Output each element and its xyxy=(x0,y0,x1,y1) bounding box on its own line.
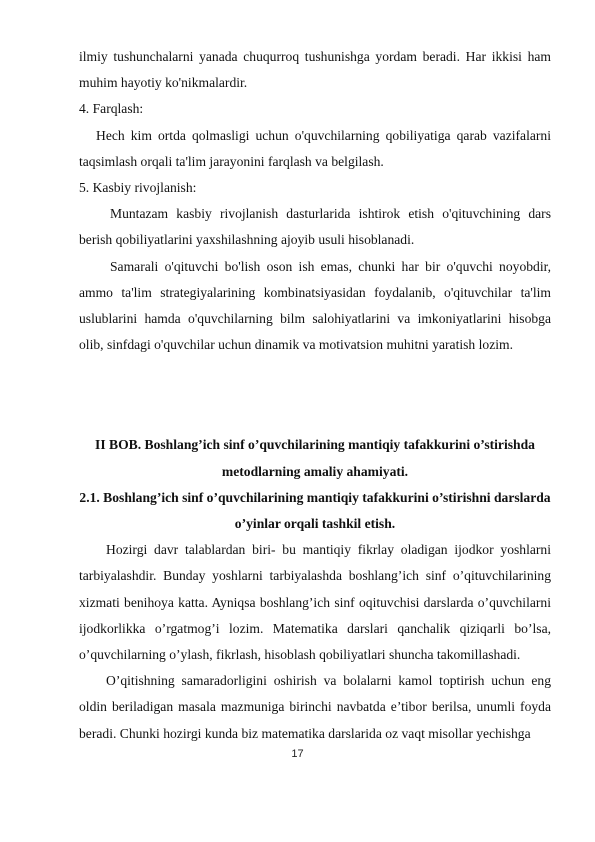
chapter-heading: II BOB. Boshlang’ich sinf o’quvchilarining mantiqiy tafakkurini o’stirishda metodlarning amaliy ahamiyati. xyxy=(95,437,535,479)
list-heading-differentiation: 4. Farqlash: xyxy=(79,101,144,117)
document-page xyxy=(79,44,551,747)
paragraph-effective-teacher: Samarali o'qituvchi bo'lish oson ish emas, chunki har bir o'quvchi noyobdir, ammo ta'lim strategiyalarining kombinatsiyasidan foydalanib, o'qituvchilar ta'lim uslublarini hamda o'quvchilarning bilm salohiyatlarini va imkoniyatlarini hisobga olib, sinfdagi o'quvchilar uchun dinamik va motivatsion muhitni yaratish lozim. xyxy=(79,258,551,353)
paragraph-continuation: ilmiy tushunchalarni yanada chuqurroq tushunishga yordam beradi. Har ikkisi ham muhim hayotiy ko'nikmalardir. xyxy=(79,49,551,91)
section-spacer xyxy=(79,358,551,432)
list-heading-professional-development: 5. Kasbiy rivojlanish: xyxy=(79,180,197,196)
paragraph-teaching-efficiency: O’qitishning samaradorligini oshirish va bolalarni kamol toptirish uchun eng oldin beriladigan masala mazmuniga birinchi navbatda e’tibor berilsa, unumli foyda beradi. Chunki hozirgi kunda biz matematika darslarida oz vaqt misollar yechishga xyxy=(79,673,551,741)
page-number: 17 xyxy=(291,748,304,760)
section-heading: 2.1. Boshlang’ich sinf o’quvchilarining mantiqiy tafakkurini o’stirishni darslarda o’yinlar orqali tashkil etish. xyxy=(79,489,551,532)
paragraph-modern-requirements: Hozirgi davr talablardan biri- bu mantiqiy fikrlay oladigan ijodkor yoshlarni tarbiyalashdir. Bunday yoshlarni tarbiyalashda boshlang’ich sinf o’qituvchilarining xizmati benihoya katta. Ayniqsa boshlang’ich sinf oqituvchisi darslarda o’quvchilarni ijodkorlikka o’rgatmog’i lozim. Matematika darslari qanchalik qiziqarli bo’lsa, o’quvchilarning o’ylash, fikrlash, hisoblash qobiliyatlari shuncha takomillashadi. xyxy=(79,542,551,663)
paragraph-differentiation: Hech kim ortda qolmasligi uchun o'quvchilarning qobiliyatiga qarab vazifalarni taqsimlash orqali ta'lim jarayonini farqlash va belgilash. xyxy=(79,127,551,169)
paragraph-professional-development: Muntazam kasbiy rivojlanish dasturlarida ishtirok etish o'qituvchining dars berish qobiliyatlarini yaxshilashning ajoyib usuli hisoblanadi. xyxy=(79,206,551,248)
